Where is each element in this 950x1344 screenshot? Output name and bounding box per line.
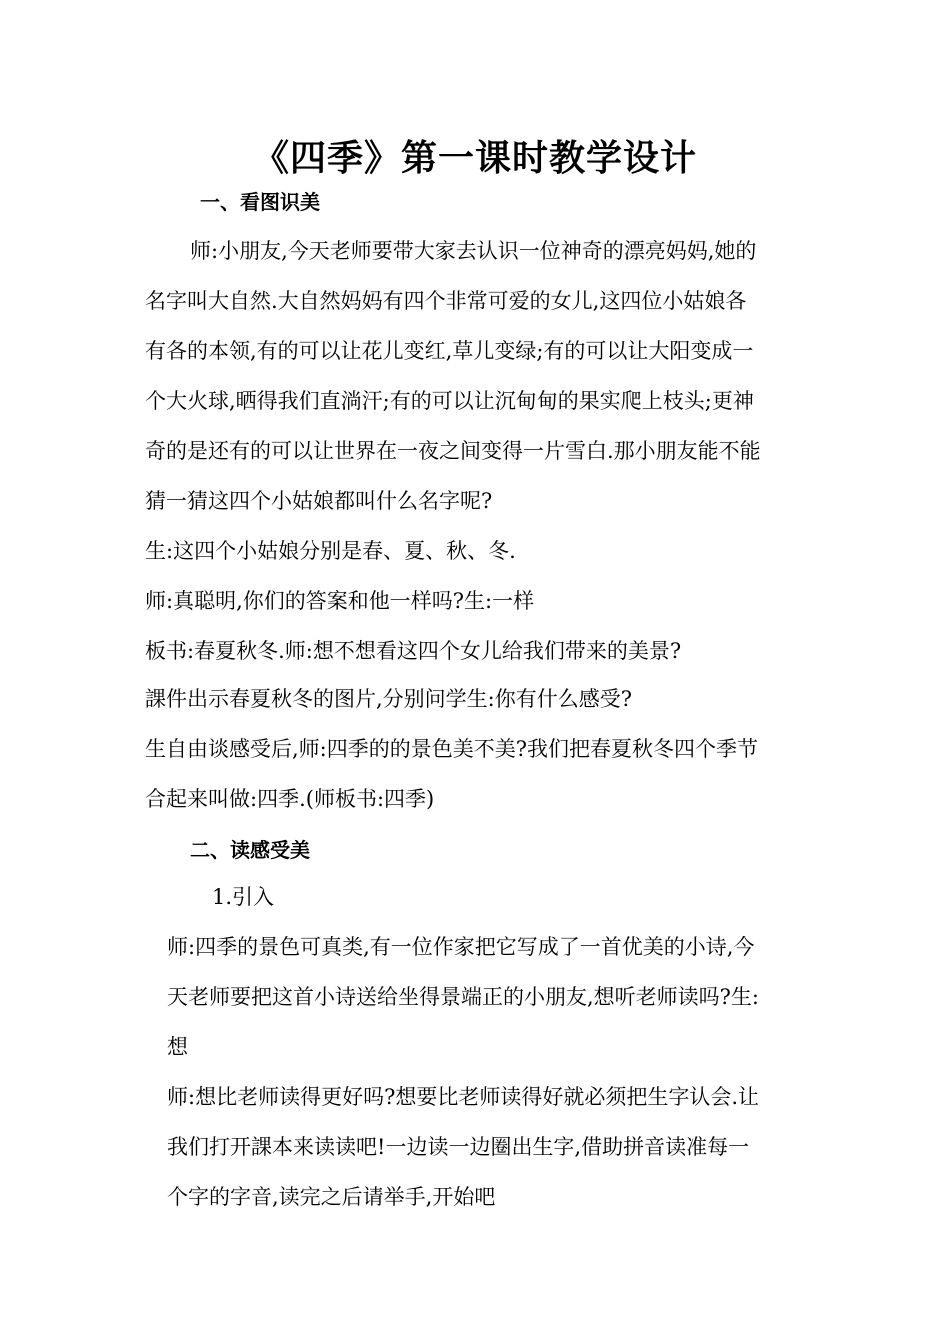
section-heading-1: 一、看图识美 (200, 190, 320, 214)
section-heading-2: 二、读感受美 (190, 838, 310, 862)
document-title: 《四季》第一课时教学设计 (252, 137, 697, 179)
paragraph-line: 有各的本领,有的可以让花儿变红,草儿变绿;有的可以让大阳变成一 (145, 339, 754, 363)
sub-heading: 1.引入 (212, 885, 275, 909)
paragraph-line: 想 (167, 1035, 188, 1059)
paragraph-line: 师:想比老师读得更好吗?想要比老师读得好就必须把生字认会.让 (167, 1085, 760, 1109)
paragraph-line: 师:真聪明,你们的答案和他一样吗?生:一样 (145, 589, 535, 613)
paragraph-line: 我们打开課本来读读吧!一边读一边圈出生字,借助拼音读准每一 (167, 1135, 750, 1159)
paragraph-line: 生自由谈感受后,师:四季的的景色美不美?我们把春夏秋冬四个季节 (145, 737, 759, 761)
paragraph-line: 課件出示春夏秋冬的图片,分别问学生:你有什么感受? (145, 687, 633, 711)
paragraph-line: 合起来叫做:四季.(师板书:四季) (145, 787, 435, 811)
paragraph-line: 天老师要把这首小诗送给坐得景端正的小朋友,想听老师读吗?生: (167, 985, 760, 1009)
paragraph-line: 猜一猜这四个小姑娘都叫什么名字呢? (145, 489, 493, 513)
paragraph-line: 个字的字音,读完之后请举手,开始吧 (167, 1185, 496, 1209)
paragraph-line: 名字叫大自然.大自然妈妈有四个非常可爱的女儿,这四位小姑娘各 (145, 289, 747, 313)
paragraph-line: 个大火球,晒得我们直淌汗;有的可以让沉甸甸的果实爬上枝头;更神 (145, 389, 754, 413)
paragraph-line: 生:这四个小姑娘分别是春、夏、秋、冬. (145, 539, 516, 563)
paragraph-line: 奇的是还有的可以让世界在一夜之间变得一片雪白.那小朋友能不能 (145, 439, 761, 463)
paragraph-line: 师:四季的景色可真类,有一位作家把它写成了一首优美的小诗,今 (167, 935, 755, 959)
paragraph-line: 师:小朋友,今天老师要带大家去认识一位神奇的漂亮妈妈,她的 (190, 239, 757, 263)
paragraph-line: 板书:春夏秋冬.师:想不想看这四个女儿给我们带来的美景? (145, 639, 682, 663)
